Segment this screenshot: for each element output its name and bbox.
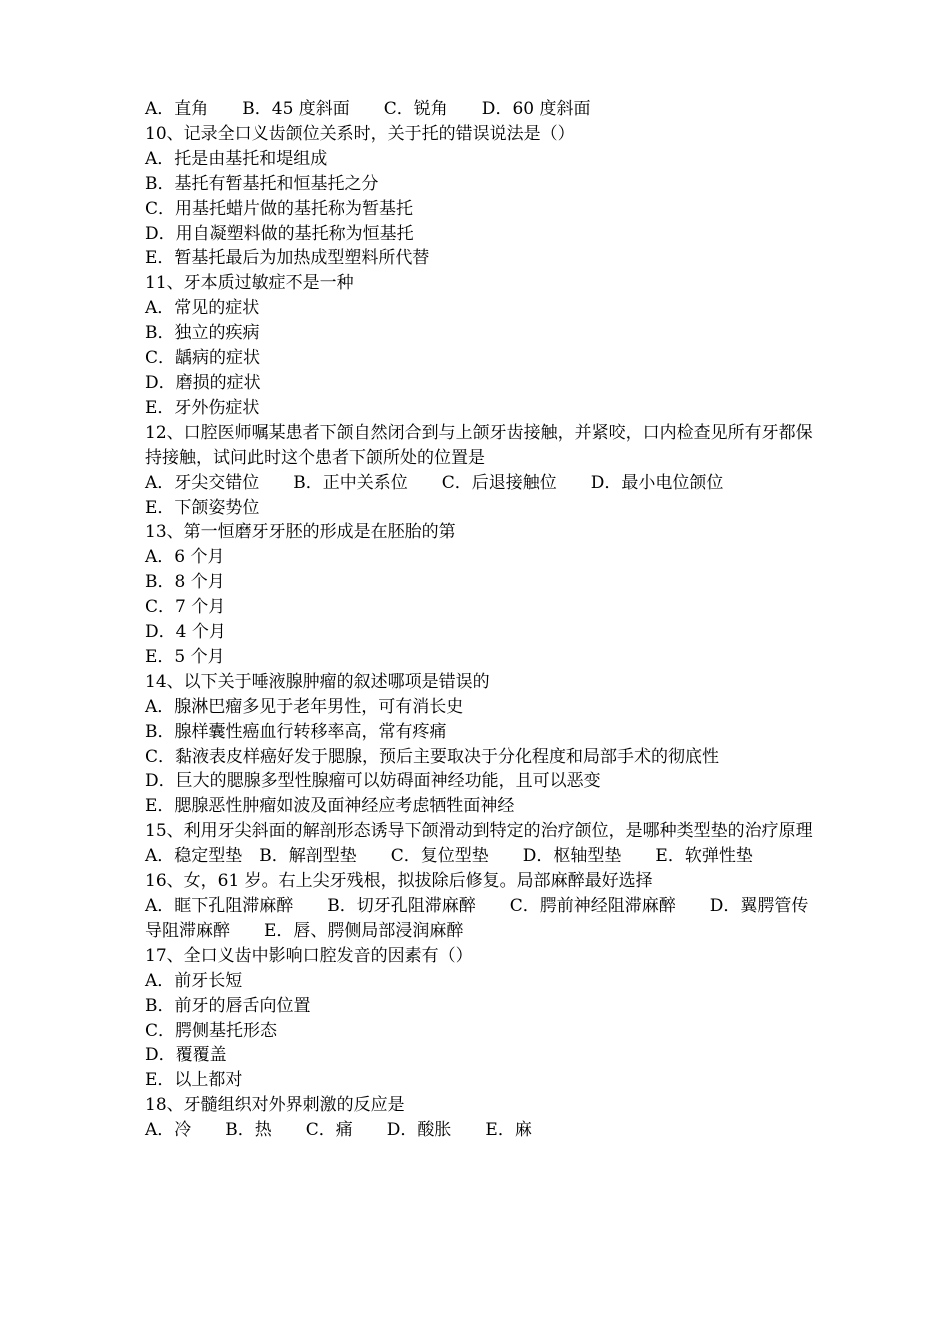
text-line: E．暂基托最后为加热成型塑料所代替 [145, 248, 430, 269]
text-line: 16、女，61 岁。右上尖牙残根，拟拔除后修复。局部麻醉最好选择 [145, 871, 653, 892]
text-line: B．腺样囊性癌血行转移率高，常有疼痛 [145, 721, 447, 742]
text-line: 12、口腔医师嘱某患者下颌自然闭合到与上颌牙齿接触，并紧咬，口内检查见所有牙都保持接触，试问此时这个患者下颌所处的位置是 [145, 422, 813, 468]
text-line: B．前牙的唇舌向位置 [145, 995, 311, 1016]
text-line: D．磨损的症状 [145, 372, 261, 393]
text-line: 15、利用牙尖斜面的解剖形态诱导下颌滑动到特定的治疗颌位，是哪种类型垫的治疗原理 [145, 821, 813, 842]
text-line: B．基托有暂基托和恒基托之分 [145, 173, 379, 194]
text-line: A．托是由基托和堤组成 [145, 148, 328, 169]
text-line: E．下颌姿势位 [145, 497, 260, 518]
text-line: C．黏液表皮样癌好发于腮腺，预后主要取决于分化程度和局部手术的彻底性 [145, 746, 720, 767]
text-line: 17、全口义齿中影响口腔发音的因素有（） [145, 945, 473, 966]
text-line: C．用基托蜡片做的基托称为暂基托 [145, 198, 414, 219]
text-line: A．稳定型垫 B．解剖型垫 C．复位型垫 D．枢轴型垫 E．软弹性垫 [145, 846, 753, 867]
text-line: A．6 个月 [145, 547, 225, 568]
text-line: E．5 个月 [145, 646, 225, 667]
text-line: 11、牙本质过敏症不是一种 [145, 273, 354, 294]
text-line: B．独立的疾病 [145, 323, 260, 344]
text-line: A．眶下孔阻滞麻醉 B．切牙孔阻滞麻醉 C．腭前神经阻滞麻醉 D．翼腭管传导阻滞麻醉 E．唇、腭侧局部浸润麻醉 [145, 896, 809, 941]
text-line: D．巨大的腮腺多型性腺瘤可以妨碍面神经功能，且可以恶变 [145, 771, 601, 792]
text-line: C．腭侧基托形态 [145, 1020, 278, 1041]
text-line: B．8 个月 [145, 572, 225, 593]
text-line: 18、牙髓组织对外界刺激的反应是 [145, 1095, 405, 1116]
text-line: A．牙尖交错位 B．正中关系位 C．后退接触位 D．最小电位颌位 [145, 472, 724, 493]
text-line: E．腮腺恶性肿瘤如波及面神经应考虑牺牲面神经 [145, 796, 515, 817]
text-line: 13、第一恒磨牙牙胚的形成是在胚胎的第 [145, 522, 456, 543]
text-line: A．前牙长短 [145, 970, 243, 991]
text-line: E．牙外伤症状 [145, 397, 260, 418]
text-line: C．龋病的症状 [145, 348, 261, 369]
text-line: 10、记录全口义齿颌位关系时，关于托的错误说法是（） [145, 123, 575, 144]
text-line: D．用自凝塑料做的基托称为恒基托 [145, 223, 414, 244]
text-line: A．常见的症状 [145, 298, 260, 319]
text-line: C．7 个月 [145, 597, 226, 618]
text-line: A．直角 B．45 度斜面 C．锐角 D．60 度斜面 [145, 99, 591, 119]
text-line: A．腺淋巴瘤多见于老年男性，可有消长史 [145, 696, 464, 717]
text-line: E．以上都对 [145, 1070, 243, 1091]
text-line: A．冷 B．热 C．痛 D．酸胀 E．麻 [145, 1120, 532, 1141]
document-page [145, 97, 815, 1143]
text-line: D．覆覆盖 [145, 1045, 227, 1066]
text-line: D．4 个月 [145, 622, 226, 643]
text-line: 14、以下关于唾液腺肿瘤的叙述哪项是错误的 [145, 671, 490, 692]
